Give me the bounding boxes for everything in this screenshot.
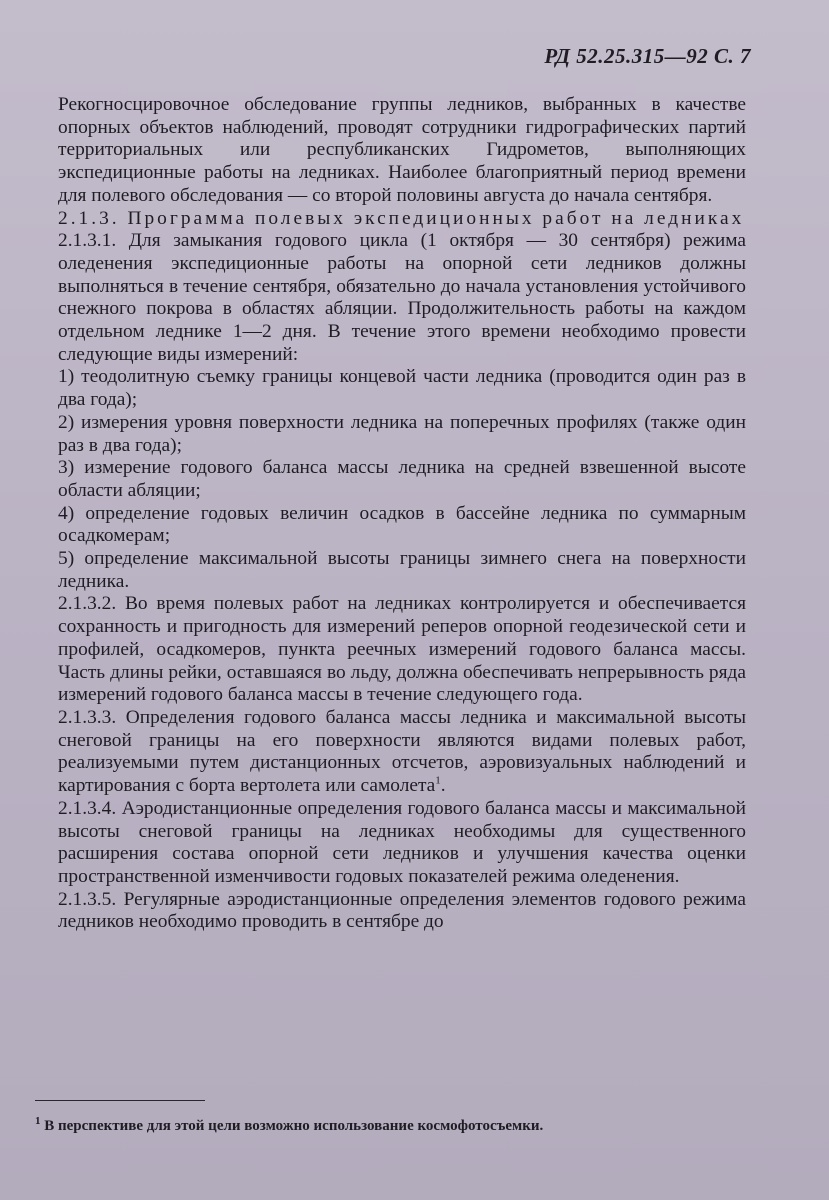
list-item-2: 2) измерения уровня поверхности ледника на поперечных профилях (также один раз в два года); (58, 411, 746, 456)
body-text (58, 94, 746, 934)
footnote (35, 1115, 755, 1135)
paragraph-2131: 2.1.3.1. Для замыкания годового цикла (1 октября — 30 сентября) режима оледенения экспедиционные работы на опорной сети ледников должны выполняться в течение сентября, обязательно до начала установления устойчивого снежного покрова в областях абляции. Продолжительность работы на каждом отдельном леднике 1—2 дня. В течение этого времени необходимо провести следующие виды измерений: (58, 230, 746, 365)
section-heading: 2.1.3. Программа полевых экспедиционных работ на ледниках (58, 207, 745, 229)
footnote-mark: 1 (35, 1115, 41, 1127)
list-item-4: 4) определение годовых величин осадков в бассейне ледника по суммарным осадкомерам; (58, 502, 746, 547)
paragraph-2134: 2.1.3.4. Аэродистанционные определения годового баланса массы и максимальной высоты снеговой границы на ледниках необходимы для существенного расширения состава опорной сети ледников и улучшения качества оценки пространственной изменчивости годовых показателей режима оледенения. (58, 797, 746, 887)
list-item-3: 3) измерение годового баланса массы ледника на средней взвешенной высоте области абляции; (58, 457, 746, 501)
page-header: РД 52.25.315—92 С. 7 (544, 44, 751, 68)
paragraph-text: Рекогносцировочное обследование группы ледников, выбранных в качестве опорных объектов наблюдений, проводят сотрудники гидрографических партий территориальных или республиканских Гидрометов, выполняющих экспедиционные работы на ледниках. Наиболее благоприятный период времени для полевого обследования — со второй половины августа до начала сентября. (58, 94, 746, 206)
paragraph-2133: 2.1.3.3. Определения годового баланса массы ледника и максимальной высоты снеговой границы на его поверхности являются видами полевых работ, реализуемыми путем дистанционных отсчетов, аэровизуальных наблюдений и картирования с борта вертолета или самолета$^1$. (58, 706, 746, 797)
list-item-5: 5) определение максимальной высоты границы зимнего снега на поверхности ледника. (58, 548, 746, 592)
footnote-divider (35, 1100, 205, 1101)
paragraph-2132: 2.1.3.2. Во время полевых работ на ледниках контролируется и обеспечивается сохранность и пригодность для измерений реперов опорной геодезической сети и профилей, осадкомеров, пункта реечных измерений годового баланса массы. Часть длины рейки, оставшаяся во льду, должна обеспечивать непрерывность ряда измерений годового баланса массы в течение следующего года. (58, 593, 746, 706)
footnote-text: В перспективе для этой цели возможно использование космофотосъемки. (44, 1118, 544, 1134)
paragraph-text: 2.1.3.3. Определения годового баланса массы ледника и максимальной высоты снеговой границы на его поверхности являются видами полевых работ, реализуемыми путем дистанционных отсчетов, аэровизуальных наблюдений и картирования с борта вертолета или самолета (58, 706, 746, 797)
footnote-reference: 1 (435, 774, 441, 787)
paragraph-2135: 2.1.3.5. Регулярные аэродистанционные определения элементов годового режима ледников необходимо проводить в сентябре до (58, 888, 746, 933)
list-item-1: 1) теодолитную съемку границы концевой части ледника (проводится один раз в два года); (58, 366, 746, 411)
paragraph-intro (58, 94, 746, 208)
